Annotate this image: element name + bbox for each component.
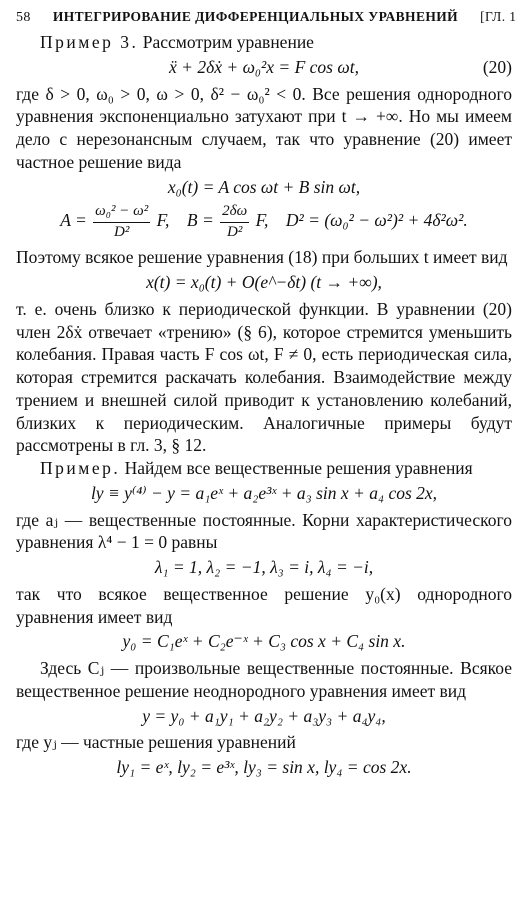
example3-paragraph-2: Поэтому всякое решение уравнения (18) при больших t имеет вид <box>16 247 508 268</box>
example4-paragraph-4: где yⱼ — частные решения уравнений <box>16 732 296 753</box>
equation-20-body: ẍ + 2δẋ + ω₀²x = F cos ωt, <box>169 56 359 77</box>
running-header <box>16 8 517 27</box>
example3-label: Пример 3. <box>40 32 139 53</box>
equation-y: y = y₀ + a₁y₁ + a₂y₂ + a₃y₃ + a₄y₄, <box>142 705 386 726</box>
example3-paragraph-1: где δ > 0, ω₀ > 0, ω > 0, δ² − ω₀² < 0. Все решения однородного уравнения экспоненциально затухают при t → +∞. Но мы имеем дело с нерезонансным случаем, так что уравнение (20) имеет частное решение вида <box>16 83 512 172</box>
example3-intro: Рассмотрим уравнение <box>142 32 314 53</box>
equation-20 <box>16 56 512 79</box>
example4-label: Пример. <box>40 458 121 479</box>
example4-heading <box>16 457 512 480</box>
coef-B-numerator: 2δω <box>220 202 249 223</box>
coef-B-denominator: D² <box>226 223 243 240</box>
equation-20-tag: (20) <box>482 56 512 77</box>
running-title: ИНТЕГРИРОВАНИЕ ДИФФЕРЕНЦИАЛЬНЫХ УРАВНЕНИЙ <box>52 9 459 24</box>
coef-B-lhs: B = <box>186 210 214 231</box>
equation-xt: x(t) = x₀(t) + O(e^−δt) (t → +∞), <box>146 272 382 293</box>
example4-paragraph-3: Здесь Cⱼ — произвольные вещественные постоянные. Всякое вещественное решение неоднородного уравнения имеет вид <box>16 658 512 701</box>
coef-A-fraction <box>93 202 150 242</box>
page-number: 58 <box>16 10 31 25</box>
equation-lyj: ly₁ = eˣ, ly₂ = e³ˣ, ly₃ = sin x, ly₄ = cos 2x. <box>116 757 412 778</box>
equation-y0: y₀ = C₁eˣ + C₂e⁻ˣ + C₃ cos x + C₄ sin x. <box>122 631 406 652</box>
page <box>16 8 517 783</box>
coef-A-denominator: D² <box>114 223 130 240</box>
coef-B-rhs: F, <box>255 210 269 231</box>
coef-D: D² = (ω₀² − ω²)² + 4δ²ω². <box>285 210 468 231</box>
example3-paragraph-3: т. е. очень близко к периодической функции. В уравнении (20) член 2δẋ отвечает «трению» (§ 6), которое стремится уменьшить колебания. Правая часть F cos ωt, F ≠ 0, есть периодическая сила, которая стремится раскачать колебания. Взаимодействие между трением и внешней силой приводит к установлению колебаний, близких к периодическим. Аналогичные примеры будут рассмотрены в гл. 3, § 12. <box>16 298 512 456</box>
example4-intro: Найдем все вещественные решения уравнения <box>124 458 473 479</box>
equation-ly: ly ≡ y⁽⁴⁾ − y = a₁eˣ + a₂e³ˣ + a₃ sin x + a₄ cos 2x, <box>90 482 438 503</box>
example3-heading <box>16 31 512 54</box>
equation-roots: λ₁ = 1, λ₂ = −1, λ₃ = i, λ₄ = −i, <box>154 557 374 578</box>
coef-A-rhs: F, <box>156 210 170 231</box>
example4-paragraph-1: где aⱼ — вещественные постоянные. Корни характеристического уравнения λ⁴ − 1 = 0 равны <box>16 509 512 553</box>
example4-paragraph-2: так что всякое вещественное решение y₀(x) однородного уравнения имеет вид <box>16 583 512 627</box>
coef-A-lhs: A = <box>60 210 87 231</box>
coef-A-numerator: ω₀² − ω² <box>93 202 150 223</box>
coef-B-fraction <box>220 202 249 242</box>
equation-coefficients <box>16 202 512 242</box>
chapter-label: [ГЛ. 1 <box>480 9 517 24</box>
equation-x0: x₀(t) = A cos ωt + B sin ωt, <box>167 176 361 197</box>
